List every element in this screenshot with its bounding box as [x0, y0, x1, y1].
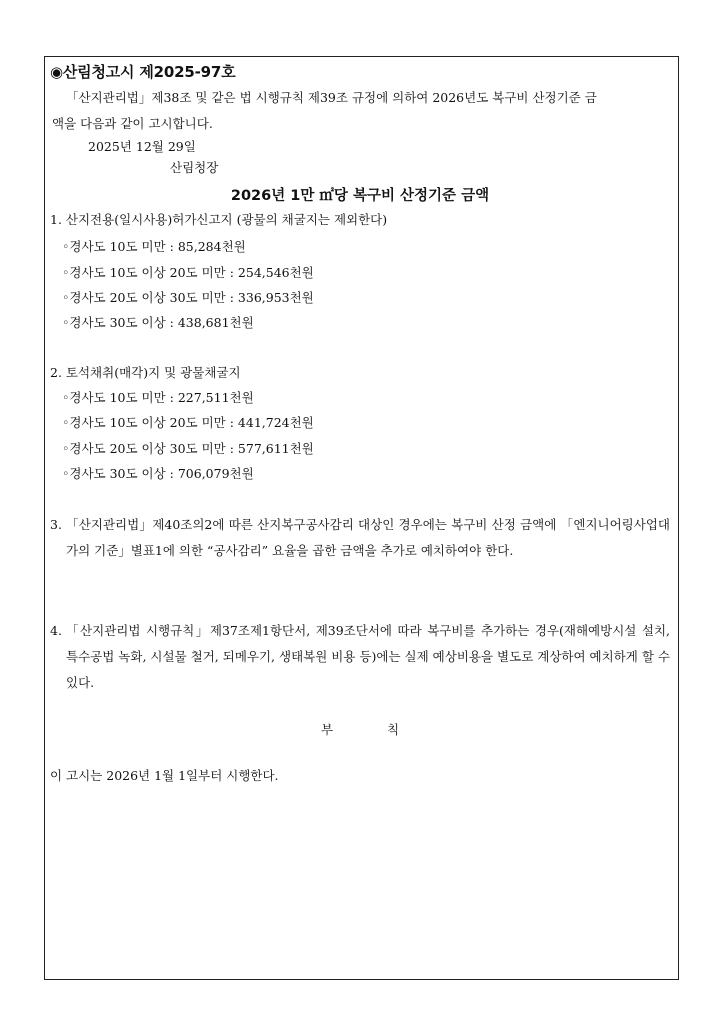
supplementary-title: 부 칙 — [320, 722, 400, 737]
section-2-item: ◦경사도 20도 이상 30도 미만 : 577,611천원 — [62, 441, 314, 456]
issuer: 산림청장 — [170, 160, 219, 175]
section-1-item: ◦경사도 20도 이상 30도 미만 : 336,953천원 — [62, 290, 314, 305]
section-2-item: ◦경사도 30도 이상 : 706,079천원 — [62, 466, 254, 481]
notice-title: ◉산림청고시 제2025-97호 — [50, 63, 236, 81]
section-3-text: 「산지관리법」제40조의2에 따른 산지복구공사감리 대상인 경우에는 복구비 산정 금액에 「엔지니어링사업대가의 기준」별표1에 의한 “공사감리” 요율을 곱한 금액을 추가로 예치하여야 한다. — [66, 517, 670, 558]
notice-date: 2025년 12월 29일 — [88, 139, 196, 154]
section-1-title: 1. 산지전용(일시사용)허가신고지 (광물의 채굴지는 제외한다) — [50, 212, 388, 227]
section-4-number: 4. — [50, 623, 62, 638]
section-1-item: ◦경사도 10도 이상 20도 미만 : 254,546천원 — [62, 265, 314, 280]
intro-line-2: 액을 다음과 같이 고시합니다. — [52, 116, 213, 131]
intro-line-1: 「산지관리법」제38조 및 같은 법 시행규칙 제39조 규정에 의하여 2026년도 복구비 산정기준 금 — [66, 90, 597, 105]
section-1-item: ◦경사도 10도 미만 : 85,284천원 — [62, 239, 246, 254]
supplementary-text: 이 고시는 2026년 1월 1일부터 시행한다. — [50, 768, 279, 783]
document-heading: 2026년 1만 ㎡당 복구비 산정기준 금액 — [230, 188, 490, 204]
section-2-item: ◦경사도 10도 이상 20도 미만 : 441,724천원 — [62, 415, 314, 430]
section-4-text: 「산지관리법 시행규칙」제37조제1항단서, 제39조단서에 따라 복구비를 추가하는 경우(재해예방시설 설치, 특수공법 녹화, 시설물 철거, 되메우기, 생태복원 비용 등)에는 실제 예상비용을 별도로 계상하여 예치하게 할 수 있다. — [66, 623, 670, 690]
section-3-number: 3. — [50, 517, 62, 532]
section-2-item: ◦경사도 10도 미만 : 227,511천원 — [62, 390, 254, 405]
section-2-title: 2. 토석채취(매각)지 및 광물채굴지 — [50, 365, 241, 380]
section-1-item: ◦경사도 30도 이상 : 438,681천원 — [62, 315, 254, 330]
